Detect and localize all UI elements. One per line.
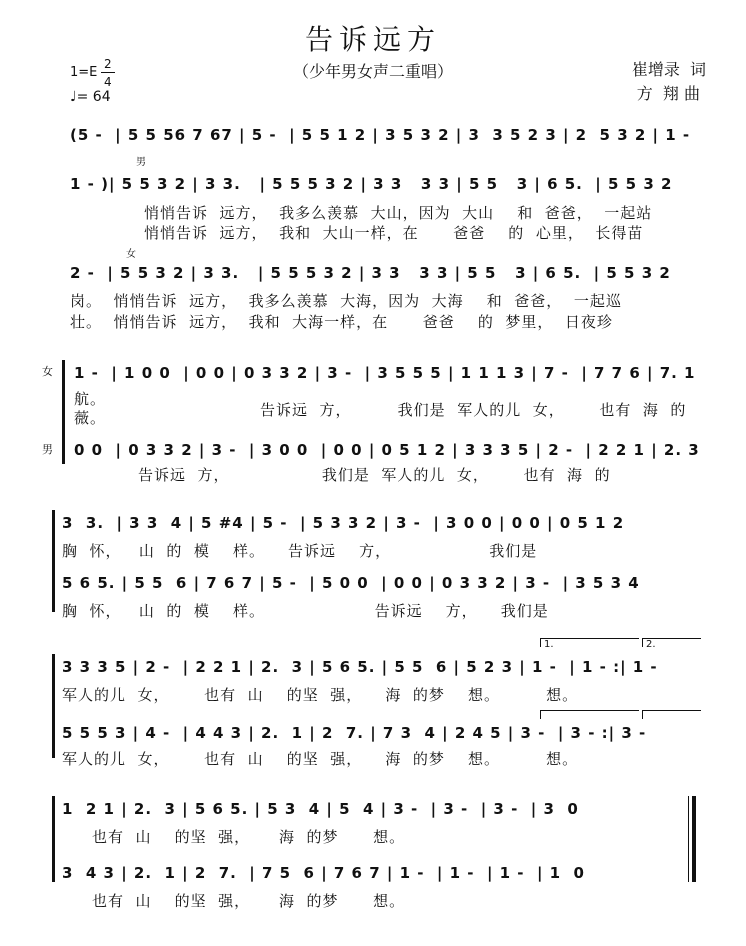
second-ending-label: 2.: [646, 639, 656, 650]
system4-female-label: 女: [42, 365, 53, 378]
system6-lower-lyric: 军人的儿 女， 也有 山 的坚 强， 海 的梦 想。 想。: [62, 750, 579, 768]
system3-lyric-2: 壮。 悄悄告诉 远方， 我和 大海一样，在 爸爸 的 梦里， 日夜珍: [70, 313, 613, 331]
system2-notes: 1 - )| 5 5 3 2 | 3 3. | 5 5 5 3 2 | 3 3 3 3 | 5 5 3 | 6 5. | 5 5 3 2: [70, 175, 673, 193]
system5-lower-lyric: 胸 怀， 山 的 模 样。 告诉远 方， 我们是: [62, 602, 549, 620]
system5-upper-notes: 3 3. | 3 3 4 | 5 #4 | 5 - | 5 3 3 2 | 3 - | 3 0 0 | 0 0 | 0 5 1 2: [62, 514, 625, 532]
system6-lower-notes: 5 5 5 3 | 4 - | 4 4 3 | 2. 1 | 2 7. | 7 3 4 | 2 4 5 | 3 - | 3 - :| 3 -: [62, 724, 647, 742]
final-barline-thin: [688, 796, 689, 882]
system4-upper-notes: 1 - | 1 0 0 | 0 0 | 0 3 3 2 | 3 - | 3 5 5 5 | 1 1 1 3 | 7 - | 7 7 6 | 7. 1: [74, 364, 696, 382]
system3-lyric-1: 岗。 悄悄告诉 远方， 我多么羡慕 大海，因为 大海 和 爸爸， 一起巡: [70, 292, 622, 310]
time-signature-top: 2: [104, 57, 112, 71]
composer-credit: 方 翔 曲: [636, 84, 700, 103]
final-barline-thick: [692, 796, 696, 882]
system1-notes: (5 - | 5 5 56 7 67 | 5 - | 5 5 1 2 | 3 5 3 2 | 3 3 5 2 3 | 2 5 3 2 | 1 -: [70, 126, 691, 144]
tempo-marking: ♩= 64: [70, 89, 111, 105]
system6-bracket: [52, 654, 55, 758]
first-ending-bracket: [540, 638, 639, 647]
system6-upper-lyric: 军人的儿 女， 也有 山 的坚 强， 海 的梦 想。 想。: [62, 686, 579, 704]
lyricist-credit: 崔增录 词: [631, 60, 706, 79]
song-title: 告诉远方: [304, 23, 441, 56]
system5-lower-notes: 5 6 5. | 5 5 6 | 7 6 7 | 5 - | 5 0 0 | 0 0 | 0 3 3 2 | 3 - | 3 5 3 4: [62, 574, 640, 592]
system4-upper-lyric: 告诉远 方， 我们是 军人的儿 女， 也有 海 的: [260, 401, 687, 419]
system4-bracket: [62, 360, 65, 464]
key-signature: 1=E: [70, 65, 98, 80]
system3-notes: 2 - | 5 5 3 2 | 3 3. | 5 5 5 3 2 | 3 3 3 3 | 5 5 3 | 6 5. | 5 5 3 2: [70, 264, 671, 282]
system4-lower-lyric: 告诉远 方， 我们是 军人的儿 女， 也有 海 的: [138, 466, 611, 484]
system6-upper-notes: 3 3 3 5 | 2 - | 2 2 1 | 2. 3 | 5 6 5. | 5 5 6 | 5 2 3 | 1 - | 1 - :| 1 -: [62, 658, 658, 676]
system7-lower-lyric: 也有 山 的坚 强， 海 的梦 想。: [92, 892, 406, 910]
first-ending-label: 1.: [544, 639, 554, 650]
system2-lyric-2: 悄悄告诉 远方， 我和 大山一样，在 爸爸 的 心里， 长得苗: [144, 224, 644, 242]
system4-lower-notes: 0 0 | 0 3 3 2 | 3 - | 3 0 0 | 0 0 | 0 5 1 2 | 3 3 3 5 | 2 - | 2 2 1 | 2. 3: [74, 441, 700, 459]
system4-upper-lyric-b: 薇。: [74, 409, 107, 427]
system4-upper-lyric-a: 航。: [74, 390, 107, 408]
second-ending-bracket-lower: [642, 710, 701, 719]
female-label: 女: [126, 249, 136, 260]
time-signature-line: [101, 72, 115, 73]
male-label: 男: [136, 157, 146, 168]
song-subtitle: （少年男女声二重唱）: [292, 62, 453, 81]
system5-bracket: [52, 510, 55, 612]
system7-lower-notes: 3 4 3 | 2. 1 | 2 7. | 7 5 6 | 7 6 7 | 1 - | 1 - | 1 - | 1 0: [62, 864, 585, 882]
system7-bracket: [52, 796, 55, 882]
time-signature-bottom: 4: [104, 75, 112, 89]
system7-upper-lyric: 也有 山 的坚 强， 海 的梦 想。: [92, 828, 406, 846]
system2-lyric-1: 悄悄告诉 远方， 我多么羡慕 大山，因为 大山 和 爸爸， 一起站: [144, 204, 653, 222]
first-ending-bracket-lower: [540, 710, 639, 719]
system4-male-label: 男: [42, 443, 53, 456]
system7-upper-notes: 1 2 1 | 2. 3 | 5 6 5. | 5 3 4 | 5 4 | 3 - | 3 - | 3 - | 3 0: [62, 800, 579, 818]
system5-upper-lyric: 胸 怀， 山 的 模 样。 告诉远 方， 我们是: [62, 542, 538, 560]
